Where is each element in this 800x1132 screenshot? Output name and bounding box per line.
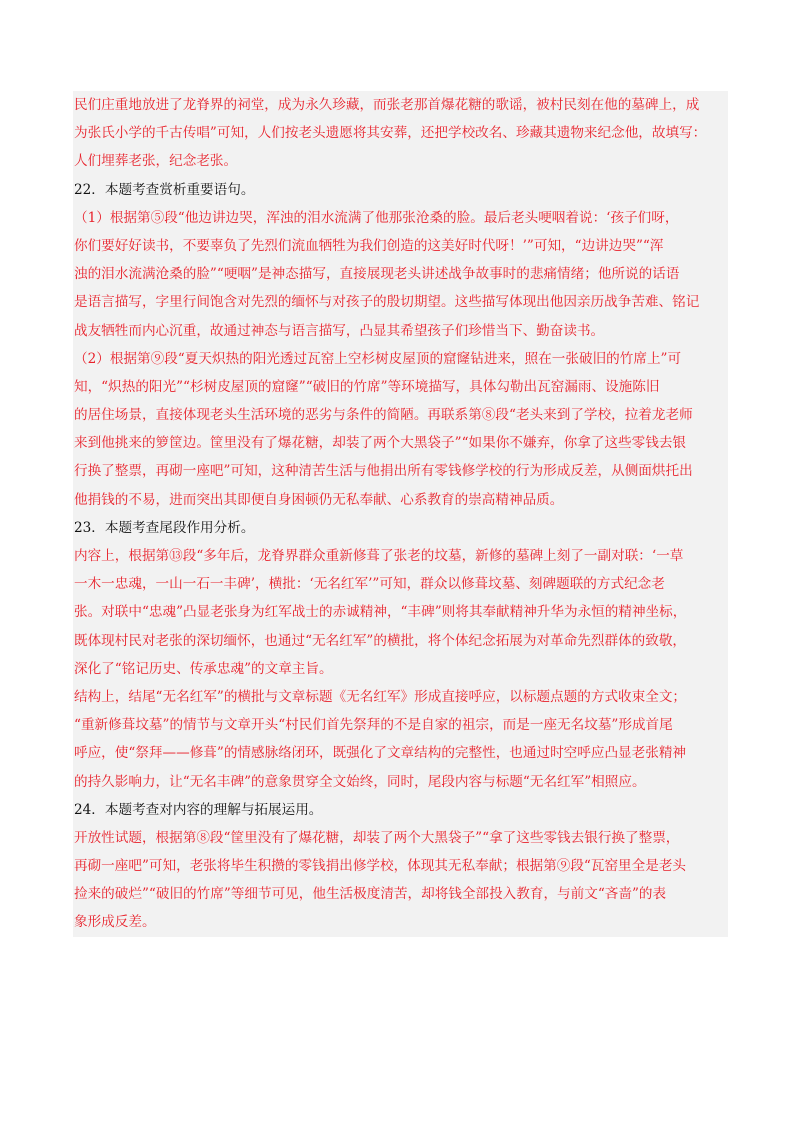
text-line: 是语言描写，字里行间饱含对先烈的缅怀与对孩子的殷切期望。这些描写体现出他因亲历战争苦难、铭记 (73, 288, 728, 316)
text-line: 张。对联中“忠魂”凸显老张身为红军战士的赤诚精神，“丰碑”则将其奉献精神升华为永恒的精神坐标， (73, 598, 728, 626)
text-line: 行换了整票，再砌一座吧”可知，这种清苦生活与他捐出所有零钱修学校的行为形成反差，从侧面烘托出 (73, 457, 728, 485)
text-line: 人们埋葬老张，纪念老张。 (73, 147, 728, 175)
document-body (73, 91, 728, 937)
text-line: 捡来的破烂”“破旧的竹席”等细节可见，他生活极度清苦，却将钱全部投入教育，与前文“吝啬”的表 (73, 880, 728, 908)
text-line: 战友牺牲而内心沉重，故通过神态与语言描写，凸显其希望孩子们珍惜当下、勤奋读书。 (73, 317, 728, 345)
text-line: 再砌一座吧”可知，老张将毕生积攒的零钱捐出修学校，体现其无私奉献；根据第⑨段“瓦窑里全是老头 (73, 852, 728, 880)
text-line: 的居住场景，直接体现老头生活环境的恶劣与条件的简陋。再联系第⑧段“老头来到了学校，拉着龙老师 (73, 401, 728, 429)
text-line: 知，“炽热的阳光”“杉树皮屋顶的窟窿”“破旧的竹席”等环境描写，具体勾勒出瓦窑漏雨、设施陈旧 (73, 373, 728, 401)
text-line: 深化了“铭记历史、传承忠魂”的文章主旨。 (73, 655, 728, 683)
text-line: 一木一忠魂，一山一石一丰碑’，横批：‘无名红军’”可知，群众以修葺坟墓、刻碑题联的方式纪念老 (73, 570, 728, 598)
text-line: （1）根据第⑤段“他边讲边哭，浑浊的泪水流满了他那张沧桑的脸。最后老头哽咽着说：‘孩子们呀， (73, 204, 728, 232)
text-line: 来到他挑来的箩筐边。筐里没有了爆花糖，却装了两个大黑袋子”“如果你不嫌弃，你拿了这些零钱去银 (73, 429, 728, 457)
text-line: 象形成反差。 (73, 908, 728, 936)
question-heading-23: 23．本题考查尾段作用分析。 (73, 514, 728, 542)
text-line: 为张氏小学的千古传唱”可知，人们按老头遗愿将其安葬，还把学校改名、珍藏其遗物来纪念他，故填写： (73, 119, 728, 147)
text-line: “重新修葺坟墓”的情节与文章开头“村民们首先祭拜的不是自家的祖宗，而是一座无名坟墓”形成首尾 (73, 711, 728, 739)
text-line: 结构上，结尾“无名红军”的横批与文章标题《无名红军》形成直接呼应，以标题点题的方式收束全文； (73, 683, 728, 711)
text-line: 既体现村民对老张的深切缅怀，也通过“无名红军”的横批，将个体纪念拓展为对革命先烈群体的致敬， (73, 627, 728, 655)
text-line: 开放性试题，根据第⑧段“筐里没有了爆花糖，却装了两个大黑袋子”“拿了这些零钱去银行换了整票， (73, 824, 728, 852)
question-heading-24: 24．本题考查对内容的理解与拓展运用。 (73, 796, 728, 824)
text-line: 浊的泪水流满沧桑的脸”“哽咽”是神态描写，直接展现老头讲述战争故事时的悲痛情绪；他所说的话语 (73, 260, 728, 288)
text-line: 你们要好好读书，不要辜负了先烈们流血牺牲为我们创造的这美好时代呀！’”可知，“边讲边哭”“浑 (73, 232, 728, 260)
text-line: 内容上，根据第⑬段“多年后，龙脊界群众重新修葺了张老的坟墓，新修的墓碑上刻了一副对联：‘一草 (73, 542, 728, 570)
text-line: 呼应，使“祭拜——修葺”的情感脉络闭环，既强化了文章结构的完整性，也通过时空呼应凸显老张精神 (73, 739, 728, 767)
text-line: 他捐钱的不易，进而突出其即便自身困顿仍无私奉献、心系教育的崇高精神品质。 (73, 486, 728, 514)
text-line: 的持久影响力，让“无名丰碑”的意象贯穿全文始终，同时，尾段内容与标题“无名红军”相照应。 (73, 768, 728, 796)
question-heading-22: 22．本题考查赏析重要语句。 (73, 176, 728, 204)
text-line: （2）根据第⑨段“夏天炽热的阳光透过瓦窑上空杉树皮屋顶的窟窿钻进来，照在一张破旧的竹席上”可 (73, 345, 728, 373)
text-line: 民们庄重地放进了龙脊界的祠堂，成为永久珍藏，而张老那首爆花糖的歌谣，被村民刻在他的墓碑上，成 (73, 91, 728, 119)
